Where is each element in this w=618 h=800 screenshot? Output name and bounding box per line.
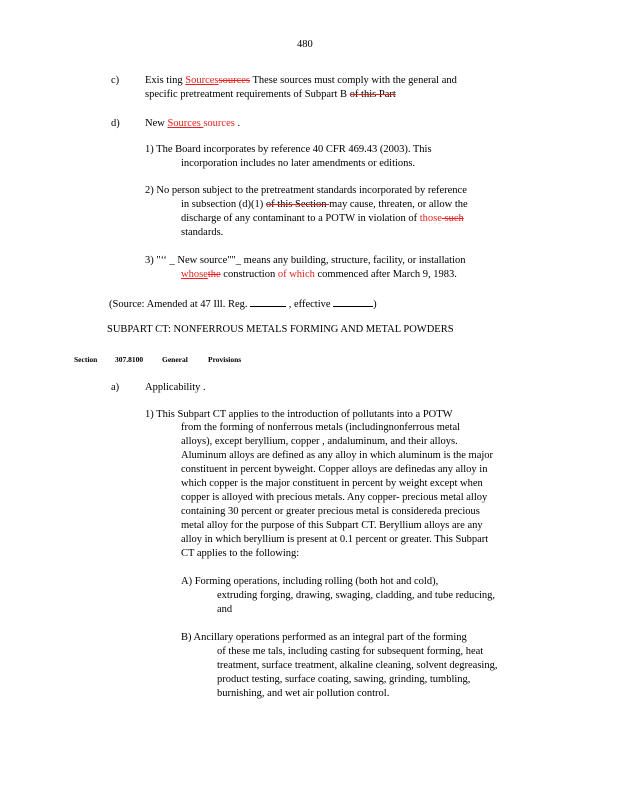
text: Exis ting [145,75,186,86]
blank-line [333,296,373,307]
body-line: CT applies to the following: [181,548,300,559]
item-c-line2 [145,88,396,101]
subitem-B-line: burnishing, and wet air pollution control. [217,688,390,699]
subitem-B-line: of these me tals, including casting for subsequent forming, heat [217,646,484,657]
section-title-word2: Provisions [208,355,242,364]
para-2-line4: standards. [181,227,224,238]
deleted-text: of this Part [349,89,396,100]
para-2-line3 [181,212,464,225]
body-lead-line: 1) This Subpart CT applies to the introduction of pollutants into a POTW [145,409,453,420]
subitem-B-line: treatment, surface treatment, alkaline cleaning, solvent degreasing, [217,660,498,671]
item-d-label: d) [111,118,120,129]
section-number: 307.8100 [115,355,144,364]
text: . [234,118,241,129]
para-1-line2: incorporation includes no later amendments or editions. [181,158,416,169]
inserted-text: Sources [167,118,204,129]
subitem-B-line: product testing, surface coating, sawing, grinding, tumbling, [217,674,471,685]
section-label: Section [74,355,98,364]
body-line: Aluminum alloys are defined as any alloy in which aluminum is the major [181,450,494,461]
source-note [109,296,377,311]
text: These sources must comply with the general and [250,75,457,86]
body-line: constituent in percent byweight. Copper alloys are definedas any alloy in [181,464,488,475]
deleted-text: the [207,269,221,280]
subitem-A-line3: and [217,604,233,615]
subpart-heading: SUBPART CT: NONFERROUS METALS FORMING AND METAL POWDERS [107,324,454,335]
body-line: metal alloy for the purpose of this Subpart CT. Beryllium alloys are any [181,520,483,531]
text: New [145,118,168,129]
inserted-text: Sources [185,75,219,86]
text: discharge of any contaminant to a POTW in violation of [181,213,420,224]
body-line: containing 30 percent or greater precious metal is considereda precious [181,506,480,517]
body-line: copper is alloyed with precious metals. Any copper- precious metal alloy [181,492,488,503]
para-1-line1: 1) The Board incorporates by reference 40 CFR 469.43 (2003). This [145,144,432,155]
text: specific pretreatment requirements of Subpart B [145,89,350,100]
inserted-text: sources [203,118,235,129]
inserted-text: of which [277,269,315,280]
text: , effective [286,299,334,310]
body-line: alloy in which beryllium is present at 0.1 percent or greater. This Subpart [181,534,489,545]
text: may cause, threaten, or allow the [329,199,468,210]
item-d-text [145,117,240,130]
text: in subsection (d)(1) [181,199,266,210]
deleted-text: of this Section [265,199,330,210]
section-title-word1: General [162,355,188,364]
deleted-text: sources [218,75,251,86]
para-2-line2 [181,198,468,211]
body-line: which copper is the major constituent in percent by weight except when [181,478,483,489]
inserted-text: whose [181,269,208,280]
text: commenced after March 9, 1983. [314,269,457,280]
deleted-text: such [441,213,464,224]
subitem-A-line2: extruding forging, drawing, swaging, cladding, and tube reducing, [217,590,495,601]
page-number: 480 [297,39,313,50]
text: (Source: Amended at 47 Ill. Reg. [109,299,251,310]
text: ) [373,299,377,310]
item-a-title: Applicability . [145,382,206,393]
para-2-line1: 2) No person subject to the pretreatment standards incorporated by reference [145,185,467,196]
para-3-line2 [181,268,457,281]
subitem-B-line1: B) Ancillary operations performed as an integral part of the forming [181,632,467,643]
text: construction [220,269,278,280]
item-c-line1 [145,74,457,87]
body-line: from the forming of nonferrous metals (includingnonferrous metal [181,422,461,433]
blank-line [250,296,286,307]
para-3-line1: 3) "‘‘ _ New source""_ means any building, structure, facility, or installation [145,255,466,266]
body-line: alloys), except beryllium, copper , andaluminum, and their alloys. [181,436,458,447]
item-c-label: c) [111,75,120,86]
inserted-text: those [419,213,442,224]
subitem-A-line1: A) Forming operations, including rolling (both hot and cold), [181,576,439,587]
item-a-label: a) [111,382,120,393]
